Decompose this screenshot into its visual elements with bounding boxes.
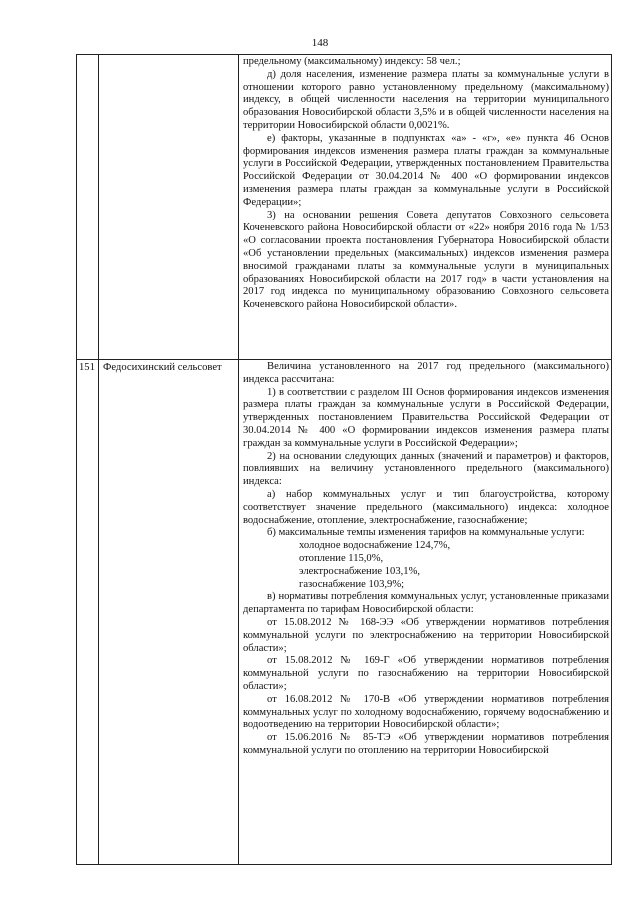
paragraph: 3) на основании решения Совета депутатов Совхозного сельсовета Коченевского района Новосибирской области от «22» ноября 2016 года № 1/53 «О согласовании проекта постановления Губернатора Новосибирской области «Об установлении предельных (максимальных) индексов изменения размера вносимой гражданами платы за коммунальные услуги в муниципальных образованиях Новосибирской области на 2017 год» в части установления на 2017 год индекса по муниципальному образованию Совхозного сельсовета Коченевского района Новосибирской области». [243, 209, 609, 311]
paragraph: в) нормативы потребления коммунальных услуг, установленные приказами департамента по тарифам Новосибирской области: [243, 591, 609, 616]
paragraph: б) максимальные темпы изменения тарифов на коммунальные услуги: [267, 527, 585, 539]
paragraph: д) доля населения, изменение размера платы за коммунальные услуги в отношении которого равно установленному предельному (максимальному) индексу, в общей численности населения на территории муниципального образования Новосибирской области 3,5% и в общей численности населения на территории Новосибирской области 0,0021%. [243, 68, 609, 131]
paragraph: 2) на основании следующих данных (значений и параметров) и факторов, повлиявших на величину установленного предельного (максимального) индекса: [243, 450, 609, 488]
paragraph: от 15.08.2012 № 169-Г «Об утверждении нормативов потребления коммунальной услуги по газоснабжению на территории Новосибирской области»; [243, 655, 609, 692]
page-number: 148 [311, 37, 329, 49]
paragraph: а) набор коммунальных услуг и тип благоустройства, которому соответствует значение предельного (максимального) индекса: холодное водоснабжение, отопление, электроснабжение, газоснабжение; [243, 488, 609, 526]
paragraph: Величина установленного на 2017 год предельного (максимального) индекса рассчитана: [243, 361, 609, 385]
paragraph: 1) в соответствии с разделом III Основ формирования индексов изменения размера платы граждан за коммунальные услуги в Российской Федерации, утвержденных постановлением Правительства Российской Федерации от 30.04.2014 № 400 «О формировании индексов изменения размера платы граждан за коммунальные услуги в Российской Федерации»; [243, 386, 609, 449]
column-divider-number [98, 55, 99, 864]
row-divider [77, 359, 611, 360]
paragraph: е) факторы, указанные в подпунктах «а» - «г», «е» пункта 46 Основ формирования индексов изменения размера платы граждан за коммунальные услуги в Российской Федерации, утвержденных постановлением Правительства Российской Федерации от 30.04.2014 № 400 «О формировании индексов изменения размера платы граждан за коммунальные услуги в Российской Федерации»; [243, 132, 609, 208]
tariff-item: холодное водоснабжение 124,7%, [299, 540, 451, 552]
row-151-text [243, 361, 609, 758]
document-table [76, 54, 612, 865]
row-prev-text [243, 56, 609, 312]
paragraph: от 15.06.2016 № 85-ТЭ «Об утверждении нормативов потребления коммунальной услуги по отоплению на территории Новосибирской [243, 732, 609, 756]
paragraph: предельному (максимальному) индексу: 58 чел.; [243, 56, 461, 67]
column-divider-name [238, 55, 239, 864]
tariff-item: электроснабжение 103,1%, [299, 565, 421, 577]
row-number: 151 [79, 362, 95, 373]
paragraph: от 15.08.2012 № 168-ЭЭ «Об утверждении нормативов потребления коммунальной услуги по электроснабжению на территории Новосибирской области»; [243, 616, 609, 654]
tariff-item: газоснабжение 103,9%; [299, 578, 405, 590]
tariff-item: отопление 115,0%, [299, 552, 384, 564]
municipality-name: Федосихинский сельсовет [103, 362, 222, 373]
paragraph: от 16.08.2012 № 170-В «Об утверждении нормативов потребления коммунальных услуг по холодному водоснабжению, горячему водоснабжению и водоотведению на территории Новосибирской области»; [243, 693, 609, 731]
